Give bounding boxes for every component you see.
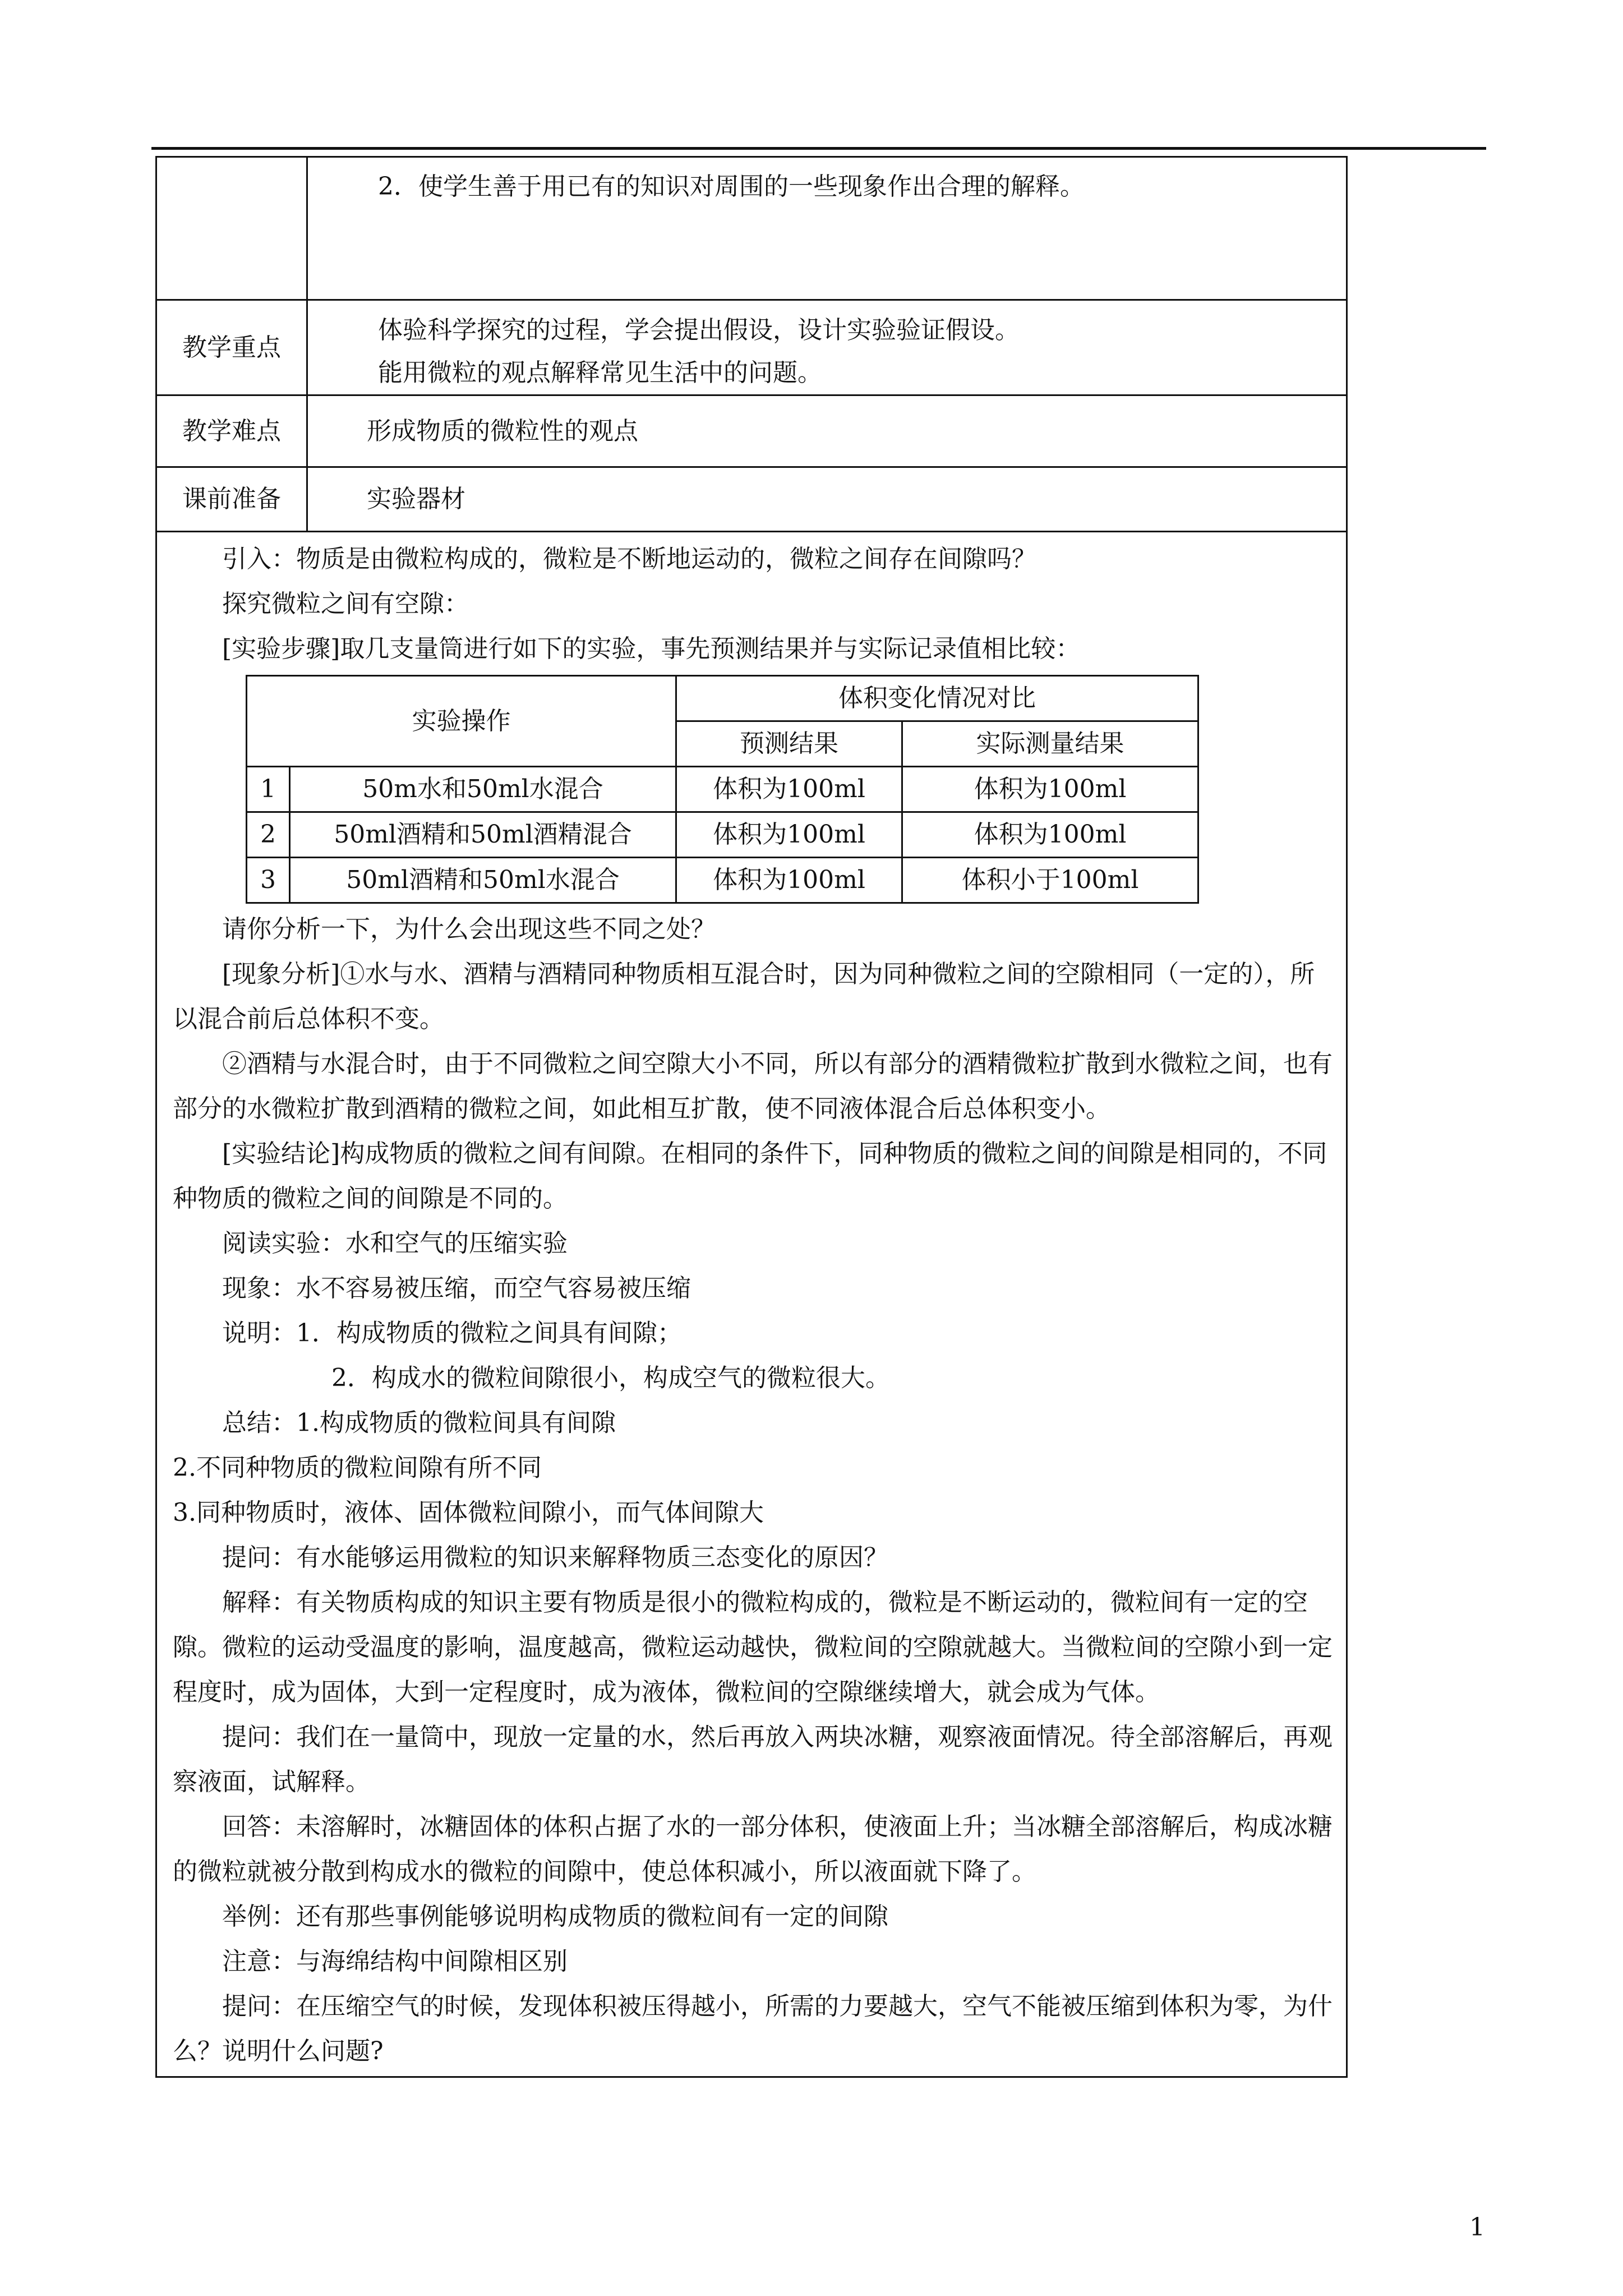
difficulty-text: 形成物质的微粒性的观点: [367, 417, 638, 445]
row-predicted: 体积为100ml: [676, 767, 902, 812]
row-predicted: 体积为100ml: [676, 812, 902, 858]
intro-paragraph: [实验步骤]取几支量筒进行如下的实验，事先预测结果并与实际记录值相比较：: [222, 634, 1081, 663]
lesson-body-row: [156, 532, 1347, 2077]
body-paragraph: [现象分析]①水与水、酒精与酒精同种物质相互混合时，因为同种微粒之间的空隙相同（一定的），所以混合前后总体积不变。: [173, 960, 1315, 1033]
difficulty-row: [156, 395, 1347, 467]
body-paragraph: ②酒精与水混合时，由于不同微粒之间空隙大小不同，所以有部分的酒精微粒扩散到水微粒之间，也有部分的水微粒扩散到酒精的微粒之间，如此相互扩散，使不同液体混合后总体积变小。: [173, 1050, 1332, 1123]
lesson-body: [156, 532, 1347, 2077]
row-actual: 体积为100ml: [902, 767, 1198, 812]
row-number: 3: [247, 858, 290, 903]
tail-paragraph: 回答：未溶解时，冰糖固体的体积占据了水的一部分体积，使液面上升；当冰糖全部溶解后，构成冰糖的微粒就被分散到构成水的微粒的间隙中，使总体积减小，所以液面就下降了。: [173, 1812, 1332, 1886]
intro-paragraph: 探究微粒之间有空隙：: [222, 590, 469, 618]
header-actual: 实际测量结果: [902, 721, 1198, 767]
body-paragraph: 请你分析一下，为什么会出现这些不同之处？: [222, 915, 716, 944]
body-paragraph: [实验结论]构成物质的微粒之间有间隙。在相同的条件下，同种物质的微粒之间的间隙是相同的，不同种物质的微粒之间的间隙是不同的。: [173, 1139, 1327, 1213]
summary-item: 2.不同种物质的微粒间隙有所不同: [173, 1453, 542, 1482]
key-points-label: 教学重点: [156, 300, 307, 395]
preparation-label: 课前准备: [156, 467, 307, 532]
tail-paragraph: 提问：有水能够运用微粒的知识来解释物质三态变化的原因？: [222, 1543, 888, 1572]
tail-paragraph: 提问：我们在一量筒中，现放一定量的水，然后再放入两块冰糖，观察液面情况。待全部溶解后，再观察液面，试解释。: [173, 1723, 1332, 1796]
experiment-table: [246, 675, 1199, 904]
row-predicted: 体积为100ml: [676, 858, 902, 903]
table-row: [247, 858, 1198, 903]
row-number: 2: [247, 812, 290, 858]
experiment-table-wrap: [246, 675, 1336, 904]
difficulty-label: 教学难点: [156, 395, 307, 467]
summary-item: 3.同种物质时，液体、固体微粒间隙小，而气体间隙大: [173, 1498, 764, 1527]
row-operation: 50m水和50ml水混合: [290, 767, 676, 812]
header-rule: [151, 147, 1486, 150]
body-paragraph: 现象：水不容易被压缩，而空气容易被压缩: [222, 1274, 691, 1303]
key-point-line: 体验科学探究的过程，学会提出假设，设计实验验证假设。: [378, 316, 1020, 344]
objective-label: [156, 157, 307, 300]
page-number: 1: [1469, 2213, 1485, 2242]
preparation-text: 实验器材: [367, 485, 465, 513]
preparation-row: [156, 467, 1347, 532]
row-actual: 体积为100ml: [902, 812, 1198, 858]
row-number: 1: [247, 767, 290, 812]
objective-row: [156, 157, 1347, 300]
row-operation: 50ml酒精和50ml酒精混合: [290, 812, 676, 858]
key-points-row: [156, 300, 1347, 395]
row-actual: 体积小于100ml: [902, 858, 1198, 903]
tail-paragraph: 解释：有关物质构成的知识主要有物质是很小的微粒构成的，微粒是不断运动的，微粒间有一定的空隙。微粒的运动受温度的影响，温度越高，微粒运动越快，微粒间的空隙就越大。当微粒间的空隙小到一定程度时，成为固体，大到一定程度时，成为液体，微粒间的空隙继续增大，就会成为气体。: [173, 1588, 1332, 1706]
row-operation: 50ml酒精和50ml水混合: [290, 858, 676, 903]
header-operation: 实验操作: [247, 676, 676, 767]
header-compare: 体积变化情况对比: [676, 676, 1198, 721]
intro-paragraph: 引入：物质是由微粒构成的，微粒是不断地运动的，微粒之间存在间隙吗？: [222, 545, 1036, 573]
body-paragraph: 说明：1．构成物质的微粒之间具有间隙；: [222, 1319, 682, 1347]
tail-paragraph: 注意：与海绵结构中间隙相区别: [222, 1947, 568, 1976]
body-paragraph: 阅读实验：水和空气的压缩实验: [222, 1229, 568, 1258]
objective-text: 2．使学生善于用已有的知识对周围的一些现象作出合理的解释。: [378, 172, 1085, 201]
tail-paragraph: 举例：还有那些事例能够说明构成物质的微粒间有一定的间隙: [222, 1902, 888, 1931]
table-row: [247, 812, 1198, 858]
key-point-line: 能用微粒的观点解释常见生活中的问题。: [378, 358, 822, 387]
header-predicted: 预测结果: [676, 721, 902, 767]
tail-paragraph: 提问：在压缩空气的时候，发现体积被压得越小，所需的力要越大，空气不能被压缩到体积为零，为什么？说明什么问题?: [173, 1992, 1332, 2065]
explain-item-2: 2．构成水的微粒间隙很小，构成空气的微粒很大。: [331, 1364, 890, 1392]
lesson-plan-table: [155, 156, 1348, 2078]
summary-item: 总结：1.构成物质的微粒间具有间隙: [222, 1409, 616, 1437]
table-row: [247, 767, 1198, 812]
